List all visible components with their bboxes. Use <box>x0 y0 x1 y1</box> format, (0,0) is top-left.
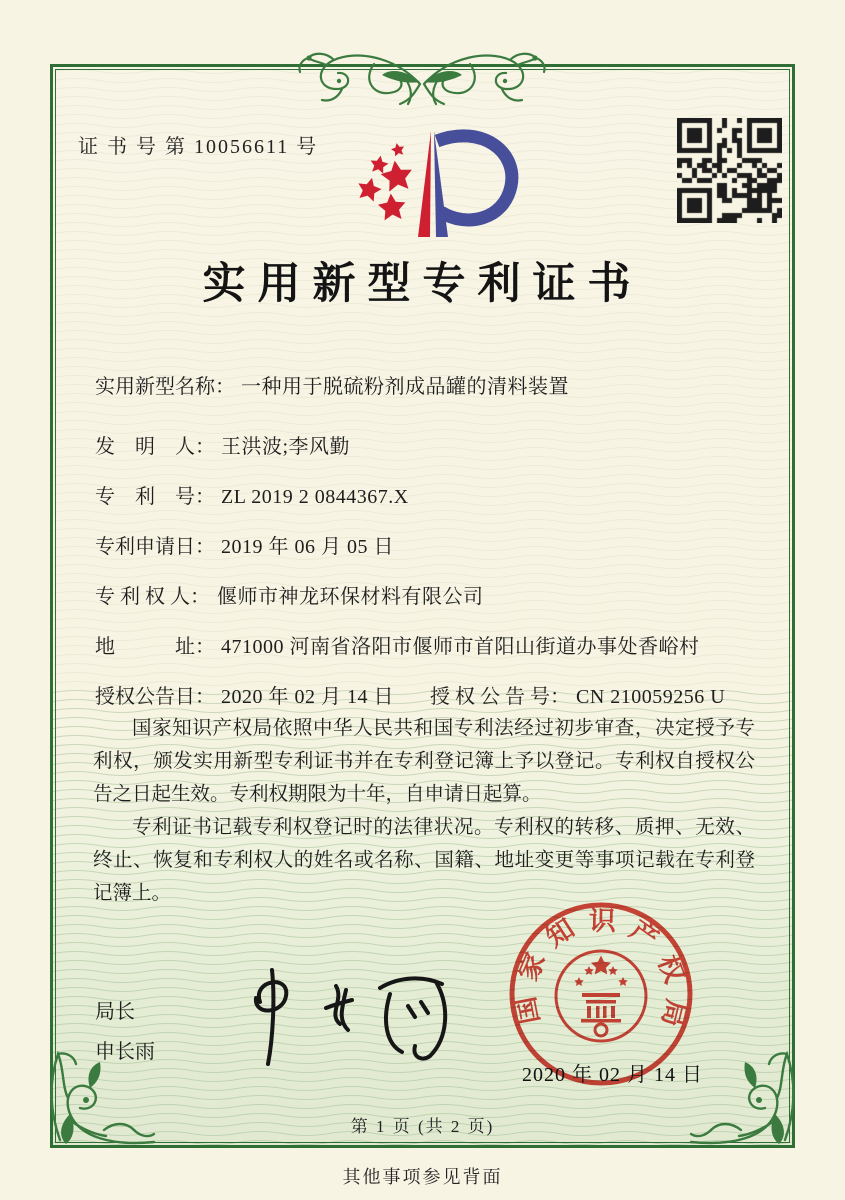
legal-text <box>93 712 755 910</box>
field-value: 471000 河南省洛阳市偃师市首阳山街道办事处香峪村 <box>221 636 700 658</box>
field-value: 一种用于脱硫粉剂成品罐的清料装置 <box>241 376 569 398</box>
field-utility-model-name <box>95 370 569 399</box>
logo-red-wedge <box>418 131 431 237</box>
field-patentee <box>95 580 484 609</box>
commissioner-title: 局长 <box>95 1001 135 1023</box>
field-value: 2020 年 02 月 14 日 <box>221 686 394 708</box>
seal-text: 国家知识产权局 <box>510 905 692 1030</box>
legal-paragraph-2: 专利证书记载专利权登记时的法律状况。专利权的转移、质押、无效、终止、恢复和专利权人的姓名或名称、国籍、地址变更等事项记载在专利登记簿上。 <box>93 817 755 904</box>
legal-paragraph-1: 国家知识产权局依照中华人民共和国专利法经过初步审查，决定授予专利权，颁发实用新型专利证书并在专利登记簿上予以登记。专利权自授权公告之日起生效。专利权期限为十年，自申请日起算。 <box>93 718 755 805</box>
commissioner-name: 申长雨 <box>95 1041 155 1063</box>
field-value: 2019 年 06 月 05 日 <box>221 536 394 558</box>
field-grant-publication-number <box>430 680 725 709</box>
logo-stars <box>355 142 414 221</box>
certificate-title: 实用新型专利证书 <box>202 261 643 308</box>
back-note: 其他事项参见背面 <box>342 1167 503 1187</box>
field-label: 实用新型名称： <box>95 376 235 398</box>
certificate-number: 证 书 号 第 10056611 号 <box>78 136 319 158</box>
commissioner-block <box>95 992 155 1072</box>
commissioner-signature <box>222 958 462 1073</box>
field-patent-number <box>95 480 409 509</box>
field-label: 专 利 号： <box>95 486 215 508</box>
field-label: 专利申请日： <box>95 536 215 558</box>
field-value: CN 210059256 U <box>576 686 726 708</box>
seal-national-emblem <box>556 951 646 1041</box>
field-filing-date <box>95 530 394 559</box>
field-value: ZL 2019 2 0844367.X <box>221 486 409 508</box>
field-label: 专 利 权 人： <box>95 586 210 608</box>
field-value: 王洪波;李风勤 <box>221 436 351 458</box>
seal-date: 2020 年 02 月 14 日 <box>522 1064 703 1086</box>
field-grant-date <box>95 680 394 709</box>
field-address <box>95 630 700 659</box>
field-value: 偃师市神龙环保材料有限公司 <box>217 586 484 608</box>
qr-code <box>677 118 782 223</box>
cnipa-logo <box>330 124 535 244</box>
field-label: 授权公告日： <box>95 686 215 708</box>
field-label: 地 址： <box>95 636 215 658</box>
page-indicator: 第 1 页 (共 2 页) <box>350 1117 495 1136</box>
logo-blue-wedge <box>434 131 448 237</box>
field-label: 发 明 人： <box>95 436 215 458</box>
field-label: 授 权 公 告 号： <box>430 686 570 708</box>
top-dragon-ornament <box>282 44 562 114</box>
logo-p-bowl <box>437 136 512 220</box>
bottom-right-corner-ornament <box>688 1042 803 1157</box>
field-inventor <box>95 430 350 459</box>
